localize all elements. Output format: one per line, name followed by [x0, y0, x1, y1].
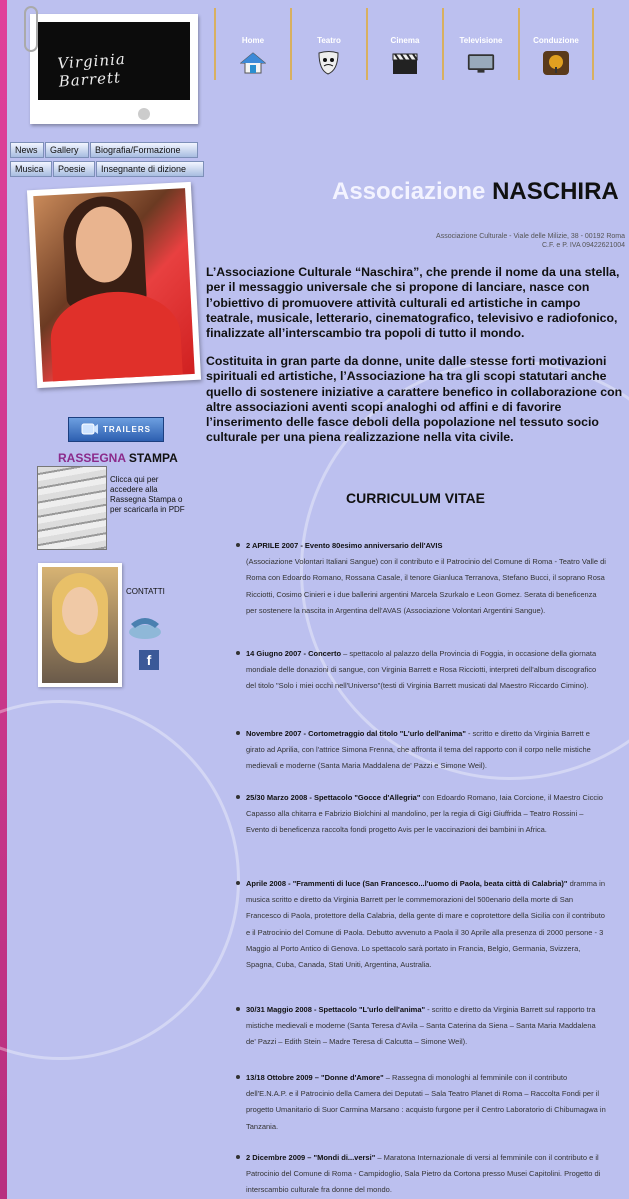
cv-item-head: Novembre 2007 - Cortometraggio dal titolo "L'urlo dell'anima": [246, 729, 466, 738]
title-part2: NASCHIRA: [492, 178, 619, 205]
menu-news-button[interactable]: News: [10, 142, 44, 158]
nav-conduzione[interactable]: [518, 8, 594, 80]
nav-cinema[interactable]: [366, 8, 442, 80]
cv-item-head: 30/31 Maggio 2008 - Spettacolo "L'urlo dell'anima": [246, 1005, 426, 1014]
logo-image: [38, 22, 190, 100]
trailers-label: TRAILERS: [103, 425, 151, 434]
menu-gallery-button[interactable]: Gallery: [45, 142, 89, 158]
cv-item-body: dramma in musica scritto e diretto da Virginia Barrett per le commemorazioni del 500enario della morte di San Francesco di Paola, protettore della Calabria, della gente di mare e coprotettore della Sicilia con il contributo e il Patrocinio del Comune di Paola. Debutto avvenuto a Paola il 30 Aprile alla presenza di 2000 persone - 3 Maggio al Porto Antico di Genova. Lo spettacolo sarà portato in Francia, Belgio, Germania, Svizzera, Spagna, Cuba, Canada, Stati Uniti, Argentina, Australia.: [246, 879, 606, 970]
nav-label: Conduzione: [533, 36, 579, 45]
cv-item: [234, 1150, 606, 1199]
film-icon: [81, 422, 99, 438]
nav-label: Cinema: [390, 36, 420, 45]
menu-row: [10, 142, 206, 158]
portrait-photo-small: [38, 563, 122, 687]
microphone-icon: [542, 51, 570, 75]
nav-home[interactable]: [214, 8, 290, 80]
top-navigation: [214, 8, 594, 80]
site-logo[interactable]: [30, 14, 198, 124]
menu-insegnante-button[interactable]: Insegnante di dizione: [96, 161, 204, 177]
address-line: Associazione Culturale - Viale delle Milizie, 38 - 00192 Roma: [436, 233, 625, 240]
menu-musica-button[interactable]: Musica: [10, 161, 52, 177]
cv-item-head: 13/18 Ottobre 2009 – "Donne d'Amore": [246, 1073, 384, 1082]
menu-row: [10, 161, 206, 177]
nav-label: Televisione: [459, 36, 503, 45]
cv-item-head: 25/30 Marzo 2008 - Spettacolo "Gocce d'Allegria": [246, 793, 421, 802]
vat-line: C.F. e P. IVA 09422621004: [541, 242, 625, 249]
cv-item-body: (Associazione Volontari Italiani Sangue) con il contributo e il Patrocinio del Comune di Roma - Teatro Valle di Roma con Edoardo Romano, Rossana Casale, il tenore Gianluca Terranova, Stefano Bucci, il soprano Rosa Ricciotti, Cosimo Cinieri e i due ballerini argentini Marcela Szurkalo e Leon Gomez. Serata di beneficenza per sostenere la nascita in Argentina dell'AVAS (Associazione Volontari Argentini Sangue).: [246, 557, 606, 615]
menu-biografia-button[interactable]: Biografia/Formazione: [90, 142, 198, 158]
facebook-icon[interactable]: f: [139, 650, 159, 670]
cv-item-head: 14 Giugno 2007 - Concerto: [246, 649, 342, 658]
side-menu: [10, 142, 206, 180]
cv-item: [234, 876, 606, 973]
cv-item-body: - scritto e diretto da Virginia Barrett e girato ad Aprilia, con l'attrice Simona Frenna, che affronta il tema del rapporto con il corpo nelle mistiche medievali e moderne (Santa Maria Maddalena de' Pazzi e Simone Weil).: [246, 729, 591, 771]
cv-item: [234, 726, 606, 775]
nav-televisione[interactable]: [442, 8, 518, 80]
portrait-image-small: [42, 567, 118, 683]
address-block: [436, 232, 625, 250]
cv-item: [234, 1002, 606, 1051]
rassegna-title-part2: STAMPA: [128, 451, 178, 465]
menu-poesie-button[interactable]: Poesie: [53, 161, 95, 177]
cv-item-body: – Maratona Internazionale di versi al femminile con il contributo e il Patrocinio del Comune di Roma - Campidoglio, Sala Pietro da Cortona presso Musei Capitolini. Progetto di interscambio culturale fra donne del mondo.: [246, 1153, 601, 1195]
page-title: [332, 178, 619, 206]
nav-label: Teatro: [317, 36, 341, 45]
cv-item-body: – spettacolo al palazzo della Provincia di Foggia, in occasione della giornata mondiale delle donazioni di sangue, con Virginia Barrett e Rosa Ricciotti, interpreti dell'album discografico del titolo "Solo i miei occhi nell'Universo"(testi di Virginia Barrett musicati dal Maestro Riccardo Cimino).: [246, 649, 597, 691]
cv-item-head: 2 APRILE 2007 - Evento 80esimo anniversario dell'AVIS: [246, 541, 443, 550]
background-swirl: [0, 700, 240, 1060]
cv-item-head: Aprile 2008 - "Frammenti di luce (San Francesco...l'uomo di Paola, beata città di Calabria)": [246, 879, 568, 888]
logo-signature: Virginia Barrett: [56, 49, 127, 91]
rassegna-link-text[interactable]: Clicca qui per accedere alla Rassegna Stampa o per scaricarla in PDF: [110, 475, 185, 514]
phone-icon[interactable]: [127, 614, 163, 640]
rassegna-stampa-heading: [58, 451, 178, 465]
nav-label: Home: [241, 36, 265, 45]
theater-mask-icon: [315, 51, 343, 75]
tv-icon: [467, 51, 495, 75]
trailers-button[interactable]: [68, 417, 164, 442]
rassegna-title-part1: RASSEGNA: [58, 451, 126, 465]
contatti-label: CONTATTI: [126, 587, 165, 596]
cv-item: [234, 646, 606, 695]
pin-icon: [138, 108, 150, 120]
newspaper-thumbnail[interactable]: [37, 466, 107, 550]
cv-item-body: con Edoardo Romano, Iaia Corcione, il Maestro Ciccio Capasso alla chitarra e Fabrizio Biolchini al mandolino, per la regia di Gigi Giuffrida – Teatro Rossini – Evento di beneficenza raccolta fondi progetto Avis per le vaccinazioni dei bambini in Africa.: [246, 793, 603, 835]
cv-item: [234, 538, 606, 619]
cv-item-body: - scritto e diretto da Virginia Barrett sul rapporto tra mistiche medievali e moderne (Santa Teresa d'Avila – Santa Caterina da Siena – Santa Maria Maddalena de' Pazzi – Edith Stein – Madre Teresa di Calcutta – Simone Weil).: [246, 1005, 596, 1047]
nav-teatro[interactable]: [290, 8, 366, 80]
title-part1: Associazione: [332, 178, 486, 205]
cv-item: [234, 1070, 606, 1135]
portrait-image: [33, 188, 195, 382]
portrait-photo: [27, 182, 201, 388]
cv-item: [234, 790, 606, 839]
intro-paragraph: L’Associazione Culturale “Naschira”, che prende il nome da una stella, per il messaggio universale che si propone di lanciare, nasce con l’obiettivo di promuovere attività culturali ed artistiche in campo teatrale, musicale, letterario, cinematografico, televisivo e radiofonico, finalizzate all’interscambio tra popoli di tutto il mondo.: [206, 265, 620, 341]
paperclip-icon: [24, 6, 38, 52]
cv-heading: CURRICULUM VITAE: [346, 490, 485, 506]
cv-item-body: – Rassegna di monologhi al femminile con il contributo dell'E.N.A.P. e il Patrocinio della Camera dei Deputati – Sala Teatro Planet di Roma – Raccolta Fondi per il progetto Umanitario di Suor Carmina Marsano : acquisto furgone per il Centro Laboratorio di Chibumagwa in Tanzania.: [246, 1073, 606, 1131]
house-icon: [239, 51, 267, 75]
clapperboard-icon: [391, 51, 419, 75]
second-paragraph: Costituita in gran parte da donne, unite dalle stesse forti motivazioni spirituali ed artistiche, l’Associazione ha tra gli scopi statutari anche quello di sostenere iniziative a carattere benefico in collaborazione con altre associazioni aventi scopi analoghi od affini e di favorire l’inserimento delle fasce deboli della popolazione nel tessuto socio culturale per una piena realizzazione nella vita civile.: [206, 354, 623, 445]
cv-item-head: 2 Dicembre 2009 – "Mondi di...versi": [246, 1153, 376, 1162]
